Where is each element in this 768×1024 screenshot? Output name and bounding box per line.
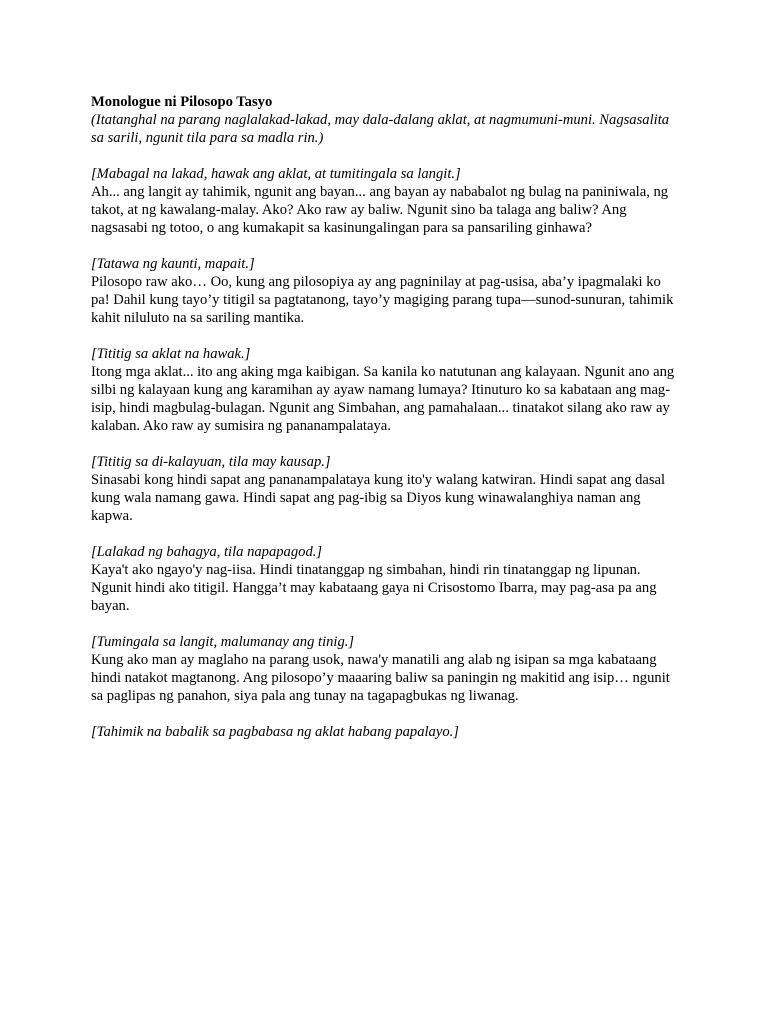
closing-stage-direction: [Tahimik na babalik sa pagbabasa ng aklat habang papalayo.] (91, 724, 459, 740)
stage-direction: [Tititig sa aklat na hawak.] (91, 346, 251, 362)
stage-direction: [Lalakad ng bahagya, tila napapagod.] (91, 544, 323, 560)
speech-paragraph: Sinasabi kong hindi sapat ang pananampalataya kung ito'y walang katwiran. Hindi sapat ang dasal kung wala namang gawa. Hindi sapat ang pag-ibig sa Diyos kung winawalanghiya naman ang kapwa. (91, 472, 666, 524)
speech-paragraph: Kaya't ako ngayo'y nag-iisa. Hindi tinatanggap ng simbahan, hindi rin tinatanggap ng lipunan. Ngunit hindi ako titigil. Hangga’t may kabataang gaya ni Crisostomo Ibarra, may pag-asa pa ang bayan. (91, 562, 657, 614)
stage-direction: [Tititig sa di-kalayuan, tila may kausap.] (91, 454, 331, 470)
speech-paragraph: Ah... ang langit ay tahimik, ngunit ang bayan... ang bayan ay nababalot ng bulag na paniniwala, ng takot, at ng kawalang-malay. Ako? Ako raw ay baliw. Ngunit sino ba talaga ang baliw? Ang nagsasabi ng totoo, o ang kumakapit sa kasinungalingan para sa pansariling ginhawa? (91, 184, 669, 236)
document-title: Monologue ni Pilosopo Tasyo (91, 94, 273, 110)
speech-paragraph: Kung ako man ay maglaho na parang usok, nawa'y manatili ang alab ng isipan sa mga kabataang hindi natakot magtanong. Ang pilosopo’y maaaring baliw sa paningin ng makitid ang isip… ngunit sa paglipas ng panahon, siya pala ang tunay na tagapagbukas ng liwanag. (91, 652, 670, 704)
monologue-section-2 (91, 255, 683, 327)
intro-stage-direction: (Itatanghal na parang naglalakad-lakad, may dala-dalang aklat, at nagmumuni-muni. Nagsasalita sa sarili, ngunit tila para sa madla rin.) (91, 112, 670, 146)
document-page (91, 93, 683, 741)
stage-direction: [Tatawa ng kaunti, mapait.] (91, 256, 255, 272)
speech-paragraph: Itong mga aklat... ito ang aking mga kaibigan. Sa kanila ko natutunan ang kalayaan. Ngunit ano ang silbi ng kalayaan kung ang karamihan ay ayaw namang lumaya? Itinuturo ko sa kabataan ang mag-isip, hindi magbulag-bulagan. Ngunit ang Simbahan, ang pamahalaan... tinatakot silang ako raw ay kalaban. Ako raw ay sumisira ng pananampalataya. (91, 364, 675, 434)
monologue-section-4 (91, 453, 683, 525)
monologue-section-5 (91, 543, 683, 615)
stage-direction: [Mabagal na lakad, hawak ang aklat, at tumitingala sa langit.] (91, 166, 461, 182)
speech-paragraph: Pilosopo raw ako… Oo, kung ang pilosopiya ay ang pagninilay at pag-usisa, aba’y ipagmalaki ko pa! Dahil kung tayo’y titigil sa pagtatanong, tayo’y magiging parang tupa—sunod-sunuran, tahimik kahit niluluto na sa sariling mantika. (91, 274, 674, 326)
monologue-section-6 (91, 633, 683, 705)
stage-direction: [Tumingala sa langit, malumanay ang tinig.] (91, 634, 355, 650)
monologue-section-3 (91, 345, 683, 435)
monologue-section-1 (91, 165, 683, 237)
